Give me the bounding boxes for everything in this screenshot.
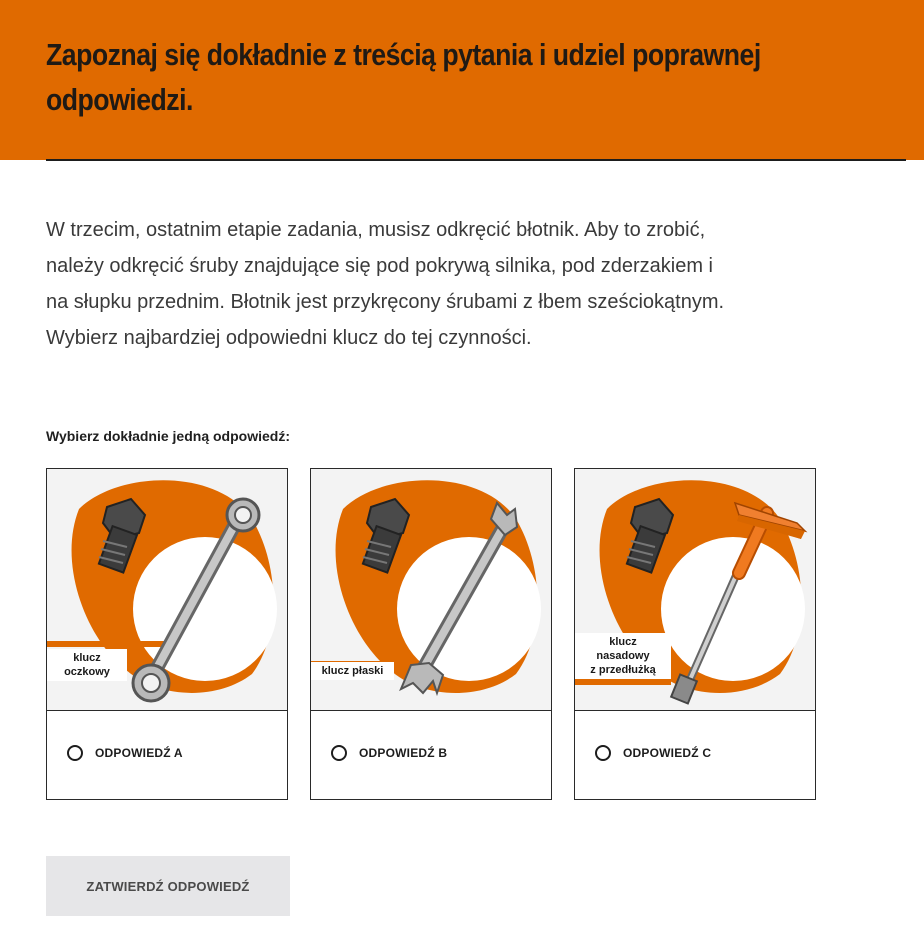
tool-label-line: klucz płaski xyxy=(321,665,384,677)
answer-label: ODPOWIEDŹ A xyxy=(95,746,183,760)
radio-button[interactable] xyxy=(67,745,83,761)
submit-answer-button[interactable]: ZATWIERDŹ ODPOWIEDŹ xyxy=(46,856,290,916)
tool-label-line: klucz xyxy=(609,636,637,648)
header-divider xyxy=(46,159,906,161)
tool-label xyxy=(311,662,394,680)
answer-card-c[interactable] xyxy=(574,468,816,800)
tool-label-line: z przedłużką xyxy=(590,664,656,676)
question-line: należy odkręcić śruby znajdujące się pod pokrywą silnika, pod zderzakiem i xyxy=(46,255,713,277)
tool-label-line: klucz xyxy=(73,652,101,664)
question-line: W trzecim, ostatnim etapie zadania, musisz odkręcić błotnik. Aby to zrobić, xyxy=(46,219,706,241)
answer-option-b[interactable] xyxy=(331,745,447,761)
radio-button[interactable] xyxy=(595,745,611,761)
radio-button[interactable] xyxy=(331,745,347,761)
tool-label xyxy=(47,649,127,681)
answer-card-a[interactable] xyxy=(46,468,288,800)
page-title-line-2: odpowiedzi. xyxy=(46,82,193,117)
instruction-text: Wybierz dokładnie jedną odpowiedź: xyxy=(46,428,290,444)
ring-wrench-illustration xyxy=(47,469,287,711)
page-title xyxy=(46,32,761,122)
question-text xyxy=(46,212,836,356)
answer-option-a[interactable] xyxy=(67,745,183,761)
page-title-line-1: Zapoznaj się dokładnie z treścią pytania i udziel poprawnej xyxy=(46,37,761,72)
header-banner xyxy=(0,0,924,160)
tool-label-line: nasadowy xyxy=(596,650,650,662)
answer-label: ODPOWIEDŹ B xyxy=(359,746,448,760)
question-line: na słupku przednim. Błotnik jest przykręcony śrubami z łbem sześciokątnym. xyxy=(46,291,725,313)
question-line: Wybierz najbardziej odpowiedni klucz do tej czynności. xyxy=(46,327,532,349)
answer-option-c[interactable] xyxy=(595,745,711,761)
open-end-wrench-illustration xyxy=(311,469,551,711)
answer-label: ODPOWIEDŹ C xyxy=(623,746,712,760)
socket-wrench-illustration xyxy=(575,469,815,711)
tool-label xyxy=(575,633,671,679)
tool-label-line: oczkowy xyxy=(64,666,110,678)
answer-card-b[interactable] xyxy=(310,468,552,800)
